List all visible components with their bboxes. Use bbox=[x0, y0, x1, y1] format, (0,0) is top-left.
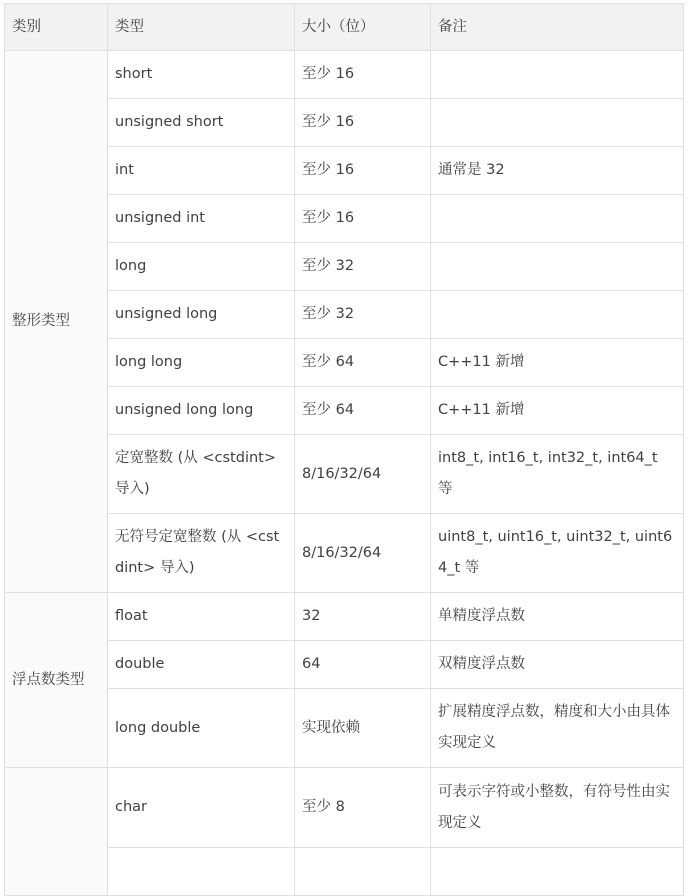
type-cell: float bbox=[108, 593, 295, 641]
size-cell: 8/16/32/64 bbox=[295, 435, 431, 514]
size-cell: 至少 64 bbox=[295, 387, 431, 435]
size-cell: 至少 16 bbox=[295, 195, 431, 243]
header-size: 大小（位） bbox=[295, 4, 431, 51]
header-category: 类别 bbox=[5, 4, 108, 51]
table-row bbox=[5, 51, 684, 99]
size-cell: 8/16/32/64 bbox=[295, 514, 431, 593]
note-cell bbox=[431, 291, 684, 339]
header-note: 备注 bbox=[431, 4, 684, 51]
note-cell: 扩展精度浮点数，精度和大小由具体实现定义 bbox=[431, 689, 684, 768]
type-cell: int bbox=[108, 147, 295, 195]
note-cell bbox=[431, 195, 684, 243]
note-cell bbox=[431, 848, 684, 896]
note-cell: int8_t, int16_t, int32_t, int64_t 等 bbox=[431, 435, 684, 514]
type-cell: unsigned short bbox=[108, 99, 295, 147]
header-type: 类型 bbox=[108, 4, 295, 51]
note-cell: 可表示字符或小整数，有符号性由实现定义 bbox=[431, 768, 684, 848]
type-cell: 无符号定宽整数 (从 <cstdint> 导入) bbox=[108, 514, 295, 593]
note-cell: C++11 新增 bbox=[431, 387, 684, 435]
size-cell: 32 bbox=[295, 593, 431, 641]
type-cell: long bbox=[108, 243, 295, 291]
note-cell: uint8_t, uint16_t, uint32_t, uint64_t 等 bbox=[431, 514, 684, 593]
size-cell: 至少 16 bbox=[295, 147, 431, 195]
note-cell bbox=[431, 243, 684, 291]
type-cell: unsigned long long bbox=[108, 387, 295, 435]
category-cell bbox=[5, 768, 108, 896]
note-cell bbox=[431, 51, 684, 99]
type-cell: long double bbox=[108, 689, 295, 768]
type-cell: unsigned long bbox=[108, 291, 295, 339]
table-header bbox=[5, 4, 684, 51]
category-cell: 浮点数类型 bbox=[5, 593, 108, 768]
category-cell: 整形类型 bbox=[5, 51, 108, 593]
type-cell: double bbox=[108, 641, 295, 689]
table-row bbox=[5, 768, 684, 848]
type-cell bbox=[108, 848, 295, 896]
note-cell: 单精度浮点数 bbox=[431, 593, 684, 641]
size-cell: 至少 32 bbox=[295, 291, 431, 339]
type-cell: char bbox=[108, 768, 295, 848]
table-body bbox=[5, 51, 684, 896]
data-types-table bbox=[4, 3, 684, 896]
type-cell: unsigned int bbox=[108, 195, 295, 243]
size-cell: 至少 16 bbox=[295, 99, 431, 147]
note-cell: C++11 新增 bbox=[431, 339, 684, 387]
type-cell: short bbox=[108, 51, 295, 99]
size-cell: 至少 64 bbox=[295, 339, 431, 387]
table-row bbox=[5, 593, 684, 641]
size-cell: 实现依赖 bbox=[295, 689, 431, 768]
type-cell: long long bbox=[108, 339, 295, 387]
note-cell bbox=[431, 99, 684, 147]
size-cell: 至少 32 bbox=[295, 243, 431, 291]
size-cell: 至少 8 bbox=[295, 768, 431, 848]
size-cell: 至少 16 bbox=[295, 51, 431, 99]
note-cell: 通常是 32 bbox=[431, 147, 684, 195]
size-cell bbox=[295, 848, 431, 896]
header-row bbox=[5, 4, 684, 51]
type-cell: 定宽整数 (从 <cstdint> 导入) bbox=[108, 435, 295, 514]
note-cell: 双精度浮点数 bbox=[431, 641, 684, 689]
size-cell: 64 bbox=[295, 641, 431, 689]
